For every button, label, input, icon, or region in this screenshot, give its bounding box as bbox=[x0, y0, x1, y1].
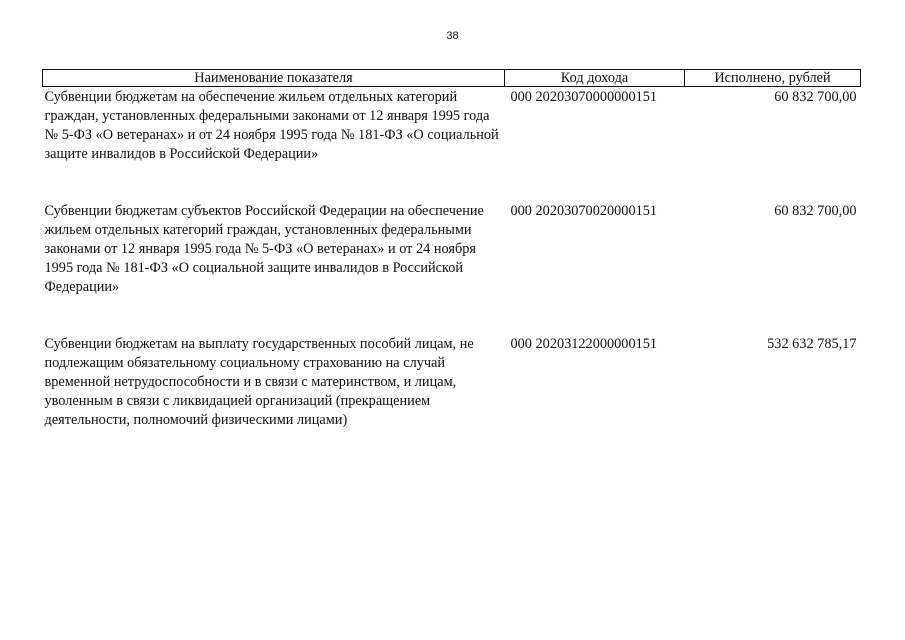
revenue-code-cell: 000 20203070020000151 bbox=[510, 203, 658, 219]
revenue-table bbox=[42, 69, 861, 468]
indicator-name-cell: Субвенции бюджетам на выплату государственных пособий лицам, не подлежащим обязательному социальному страхованию на случай временной нетрудоспособности и в связи с материнством, и лицам, уволенным в связи с ликвидацией организаций (прекращением деятельности, полномочий физическими лицами) bbox=[44, 336, 474, 428]
table-body bbox=[43, 87, 861, 469]
table-row bbox=[43, 335, 861, 468]
indicator-name-cell: Субвенции бюджетам на обеспечение жильем отдельных категорий граждан, установленных федеральными законами от 12 января 1995 года № 5-ФЗ «О ветеранах» и от 24 ноября 1995 года № 181-ФЗ «О социальной защите инвалидов в Российской Федерации» bbox=[44, 89, 499, 162]
header-row bbox=[43, 70, 861, 87]
table-header bbox=[43, 70, 861, 87]
header-indicator-name: Наименование показателя bbox=[43, 70, 505, 87]
executed-amount-cell: 60 832 700,00 bbox=[774, 203, 857, 219]
revenue-code-cell: 000 20203070000000151 bbox=[510, 89, 658, 105]
table-row bbox=[43, 87, 861, 203]
indicator-name-cell: Субвенции бюджетам субъектов Российской Федерации на обеспечение жильем отдельных категорий граждан, установленных федеральными законами от 12 января 1995 года № 5-ФЗ «О ветеранах» и от 24 ноября 1995 года № 181-ФЗ «О социальной защите инвалидов в Российской Федерации» bbox=[44, 203, 484, 295]
table-row bbox=[43, 202, 861, 335]
revenue-code-cell: 000 20203122000000151 bbox=[510, 336, 658, 352]
header-revenue-code: Код дохода bbox=[505, 70, 685, 87]
page-number: 38 bbox=[446, 30, 459, 42]
executed-amount-cell: 60 832 700,00 bbox=[774, 89, 857, 105]
header-executed-amount: Исполнено, рублей bbox=[685, 70, 861, 87]
executed-amount-cell: 532 632 785,17 bbox=[767, 336, 857, 352]
